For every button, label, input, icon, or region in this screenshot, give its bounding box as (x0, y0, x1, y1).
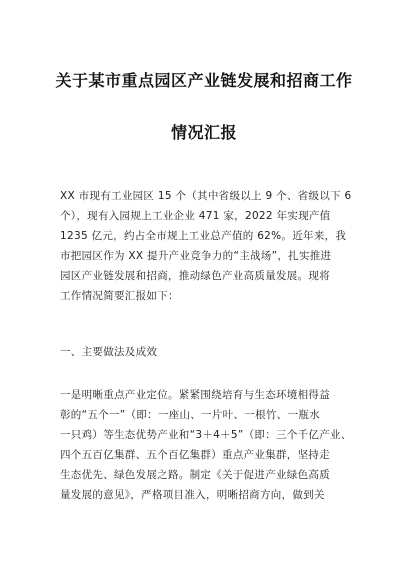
section-line: 四个五百亿集群、五个百亿集群）重点产业集群，坚持走 (60, 449, 330, 461)
section-heading: 一、主要做法及成效 (60, 346, 158, 358)
intro-line: 1235 亿元，约占全市规上工业总产值的 62%。近年来，我 (60, 230, 347, 242)
document-title-line-2: 情况汇报 (170, 123, 237, 142)
section-line: 一只鸡）等生态优势产业和“3＋4＋5”（即：三个千亿产业、 (60, 429, 352, 441)
section-line: 一是明晰重点产业定位。紧紧围绕培育与生态环境相得益 (60, 389, 330, 401)
document-title-line-1: 关于某市重点园区产业链发展和招商工作 (55, 71, 353, 90)
section-paragraph (60, 385, 352, 505)
intro-line: 工作情况简要汇报如下： (60, 290, 179, 302)
intro-line: 个），现有入园规上工业企业 471 家，2022 年实现产值 (60, 210, 331, 222)
intro-line: 市把园区作为 XX 提升产业竞争力的“主战场”，扎实推进 (60, 250, 332, 262)
section-line: 彰的“五个一”（即：一座山、一片叶、一根竹、一瓶水 (60, 409, 320, 421)
section-line: 生态优先、绿色发展之路。制定《关于促进产业绿色高质 (60, 469, 330, 481)
intro-line: 园区产业链发展和招商，推动绿色产业高质量发展。现将 (60, 270, 330, 282)
intro-line: XX 市现有工业园区 15 个（其中省级以上 9 个、省级以下 6 (60, 190, 352, 202)
section-line: 量发展的意见》，严格项目准入，明晰招商方向，做到关 (60, 489, 325, 501)
intro-paragraph (60, 186, 352, 306)
